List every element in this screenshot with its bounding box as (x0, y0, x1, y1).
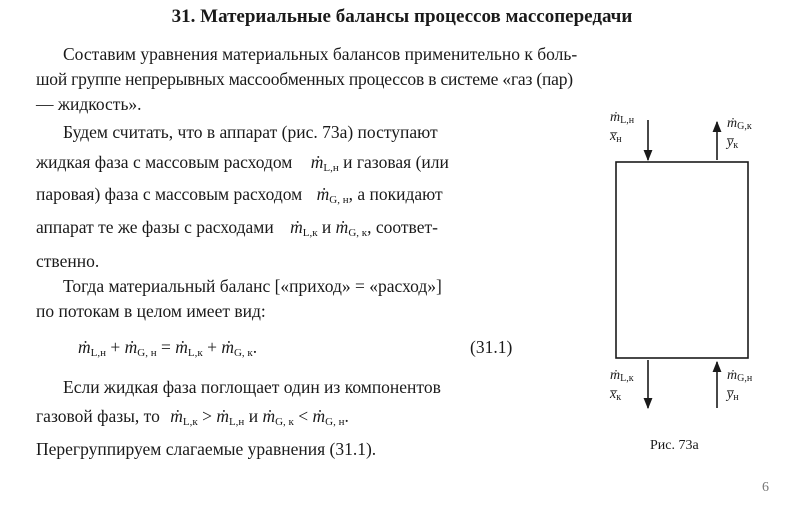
paragraph-4-line-2 (36, 404, 349, 435)
mass-flow-g-final: ṁ$_{G, к}$ (335, 217, 368, 239)
paragraph-4-line-1: Если жидкая фаза поглощает один из компонентов (63, 377, 441, 397)
paragraph-1-line-3: — жидкость». (36, 94, 142, 114)
text-fragment: паровая) фаза с массовым расходом (36, 184, 303, 204)
label-liquid-inlet: ṁ$_{L,н}$ $x̅_н$ (610, 110, 635, 145)
paragraph-2-line-1: Будем считать, что в аппарат (рис. 73а) поступают (63, 122, 438, 142)
paragraph-2-line-5: ственно. (36, 251, 100, 271)
label-gas-outlet: ṁ$_{G,к}$ $y̅_к$ (727, 116, 752, 151)
apparatus-box (616, 162, 748, 358)
mass-flow-l-final: ṁ$_{L,к}$ (290, 217, 318, 239)
mass-flow-l-initial: ṁ$_{L,н}$ (310, 152, 339, 174)
label-liquid-outlet: ṁ$_{L,к}$ $x̅_к$ (610, 368, 634, 403)
mass-flow-g-initial: ṁ$_{G, н}$ (316, 184, 349, 206)
text-fragment: аппарат те же фазы с расходами (36, 217, 274, 237)
text-fragment: жидкая фаза с массовым расходом (36, 152, 293, 172)
page-number: 6 (762, 480, 769, 495)
label-gas-inlet: ṁ$_{G,н}$ $y̅_н$ (727, 368, 753, 403)
equation-31-1: ṁ$_{L,н}$ + ṁ$_{G, н}$ = ṁ$_{L,к}$ + ṁ$_{G, к}$. (78, 337, 258, 359)
paragraph-3-line-2: по потокам в целом имеет вид: (36, 301, 266, 321)
paragraph-1-line-2: шой группе непрерывных массообменных процессов в системе «газ (пар) (36, 69, 573, 89)
inequality-l: ṁ$_{L,к}$ > ṁ$_{L,н}$ (170, 406, 245, 428)
paragraph-2-line-3 (36, 182, 443, 213)
text-fragment: . (344, 406, 349, 426)
text-fragment: и (248, 406, 259, 426)
text-fragment: газовой фазы, то (36, 406, 160, 426)
figure-caption: Рис. 73а (650, 438, 699, 453)
text-fragment: , соответ- (367, 217, 438, 237)
inequality-g: ṁ$_{G, к}$ < ṁ$_{G, н}$ (262, 406, 345, 428)
text-fragment: и (321, 217, 332, 237)
text-fragment: , а покидают (348, 184, 443, 204)
text-fragment: и газовая (или (343, 152, 449, 172)
page-title: 31. Материальные балансы процессов массопередачи (171, 6, 633, 27)
equation-number: (31.1) (470, 337, 513, 357)
paragraph-3-line-1: Тогда материальный баланс [«приход» = «расход»] (63, 276, 442, 296)
paragraph-2-line-4 (36, 215, 438, 246)
paragraph-4-line-3: Перегруппируем слагаемые уравнения (31.1). (36, 439, 377, 459)
paragraph-1-line-1: Составим уравнения материальных балансов применительно к боль- (63, 44, 578, 64)
paragraph-2-line-2 (36, 150, 449, 181)
